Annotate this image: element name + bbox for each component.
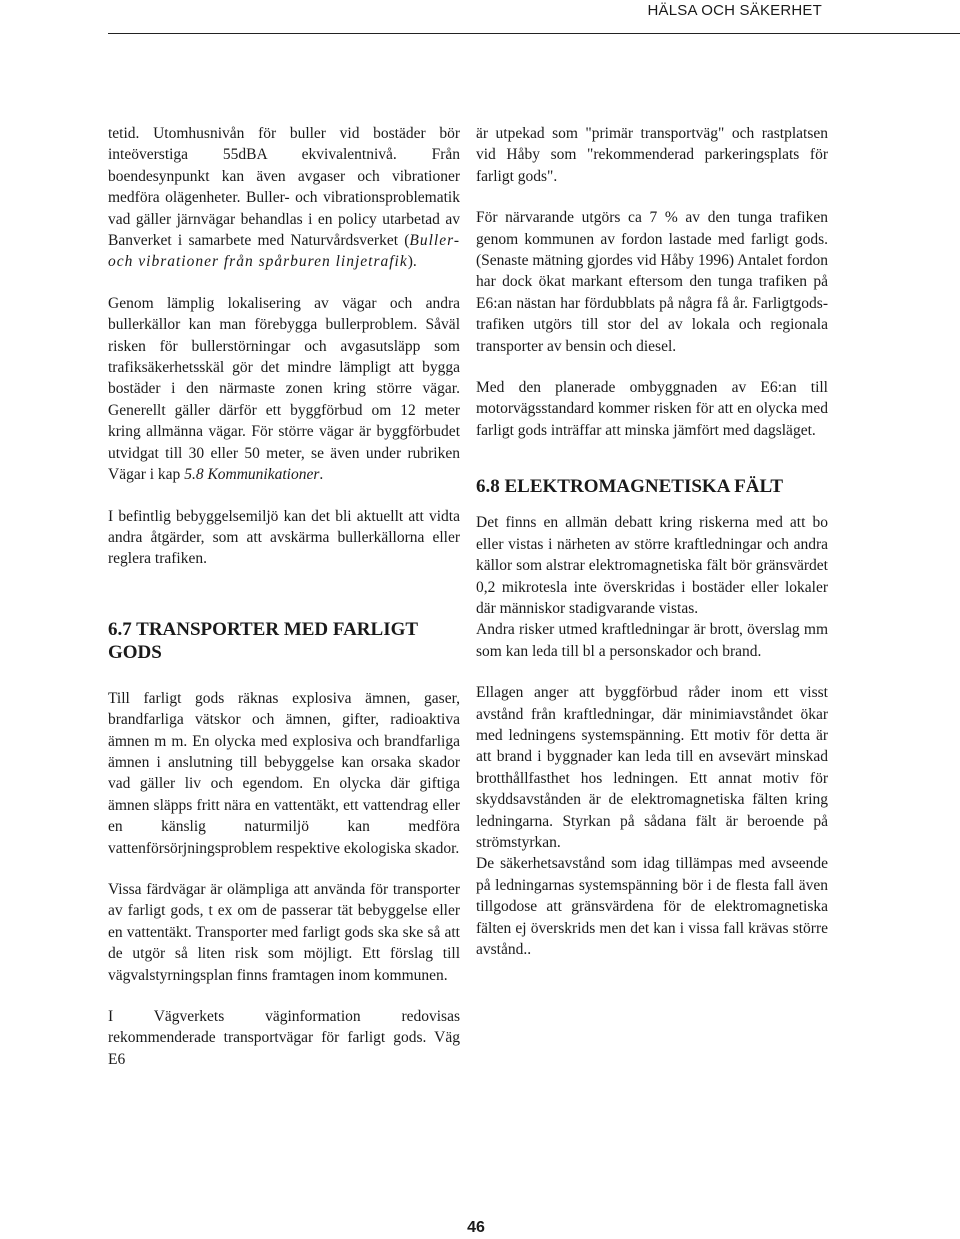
paragraph-existing-environment: I befintlig bebyggelsemiljö kan det bli aktuellt att vidta andra åtgärder, som att avskärma bullerkällorna eller reglera trafiken.	[108, 507, 460, 568]
paragraph-routes: Vissa färdvägar är olämpliga att använda för transporter av farligt gods, t ex om de passerar tät bebyggelse eller en vattentäkt. Transporter med farligt gods ska ske så att de utgör så liten risk som möjligt. Ett förslag till vägvalstyrningsplan finns framtagen inom kommunen.	[108, 880, 460, 984]
paragraph-em-debate: Det finns en allmän debatt kring riskerna med att bo eller vistas i närheten av större kraftledningar och andra källor som alstrar elektromagnetiska fält bör gränsvärdet 0,2 mikrotesla inte överskridas i bostäder eller lokaler där människor stadigvarande vistas.	[476, 514, 828, 617]
paragraph-safety-distances: De säkerhetsavstånd som idag tillämpas med avseende på ledningarnas systemspänning bör i de flesta fall även tillgodose att gränsvärdena för de elektromagnetiska fälten ej överskrids men det kan i vissa fall krävas större avstånd..	[476, 855, 828, 958]
paragraph-other-risks: Andra risker utmed kraftledningar är brott, överslag mm som kan leda till bl a personskador och brand.	[476, 621, 828, 660]
paragraph-dangerous-goods-definition: Till farligt gods räknas explosiva ämnen, gaser, brandfarliga vätskor och ämnen, gifter, radioaktiva ämnen m m. En olycka med explosiva och brandfarliga ämnen i anslutning till bebyggelse kan orsaka skador vad gäller liv och egendom. En olycka där giftiga ämnen släpps fritt nära en vattentäkt, ett vattendrag eller en känslig naturmiljö kan medföra vattenförsörjningsproblem respektive ekologiska skador.	[108, 689, 460, 857]
paragraph-text-end: ).	[407, 253, 417, 271]
paragraph-noise-intro	[108, 123, 460, 273]
left-column	[108, 123, 460, 1070]
page-header	[0, 0, 960, 30]
right-column	[476, 123, 828, 960]
paragraph-text: tetid. Utomhusnivån för buller vid bostäder bör inteöverstiga 55dBA ekvivalentnivå. Från boendesynpunkt kan även avgaser och vibrationer medföra olägenheter. Buller- och vibrationsproblematik vad gäller järnvägar behandlas i en policy utarbetad av Banverket i samarbete med Naturvårdsverket (	[108, 125, 460, 250]
paragraph-text-end: .	[319, 466, 324, 484]
paragraph-road-information: I Vägverkets väginformation redovisas rekommenderade transportvägar för farligt gods. Väg E6	[108, 1008, 460, 1068]
paragraph-traffic-share: För närvarande utgörs ca 7 % av den tunga trafiken genom kommunen av fordon lastade med farligt gods. (Senaste mätning gjordes vid Håby 1996) Antalet fordon har dock ökat markant eftersom den tunga trafiken på E6:an nästan har fördubblats på några få år. Farligtgods-trafiken utgörs till stor del av lokala och regionala transporter av bensin och diesel.	[476, 209, 828, 355]
paragraph-electricity-act: Ellagen anger att byggförbud råder inom ett visst avstånd från kraftledningar, där minimiavståndet ökar med ledningens systemspänning. Ett motiv för detta är att brand i byggnader kan leda till en avsevärt minskad brotthållfasthet hos ledningen. Ett annat motiv för skyddsavstånden är de elektromagnetiska fälten kring ledningarna. Styrkan på sådana fält är beroende på strömstyrkan.	[476, 684, 828, 851]
section-heading-electromagnetic: 6.8 ELEKTROMAGNETISKA FÄLT	[476, 476, 784, 498]
paragraph-road-location	[108, 293, 460, 486]
paragraph-e6-designation: är utpekad som "primär transportväg" och rastplatsen vid Håby som "rekommenderad parkeringsplats för farligt gods".	[476, 125, 828, 185]
paragraph-text: Genom lämplig lokalisering av vägar och andra bullerkällor kan man förebygga bullerproblem. Såväl risken för bullerstörningar och avgasutsläpp som trafiksäkerhetsskäl gör det mindre lämpligt att bygga bostäder i den närmaste zonen kring större vägar. Generellt gäller därför ett byggförbud om 12 meter kring allmänna vägar. För större vägar är byggförbudet utvidgat till 30 eller 50 meter, se även under rubriken Vägar i kap	[108, 294, 460, 484]
italic-reference: Buller- och vibrationer från spårburen linjetrafik	[108, 232, 460, 271]
page-number: 46	[467, 1219, 485, 1236]
paragraph-motorway-upgrade: Med den planerade ombyggnaden av E6:an till motorvägsstandard kommer risken för att en olycka med farligt gods inträffar att minska jämfört med dagsläget.	[476, 379, 828, 439]
section-heading-dangerous-goods: 6.7 TRANSPORTER MED FARLIGT GODS	[108, 618, 418, 663]
italic-reference: 5.8 Kommunikationer	[184, 466, 320, 484]
section-running-title: HÄLSA OCH SÄKERHET	[647, 2, 822, 19]
header-divider	[108, 33, 960, 34]
